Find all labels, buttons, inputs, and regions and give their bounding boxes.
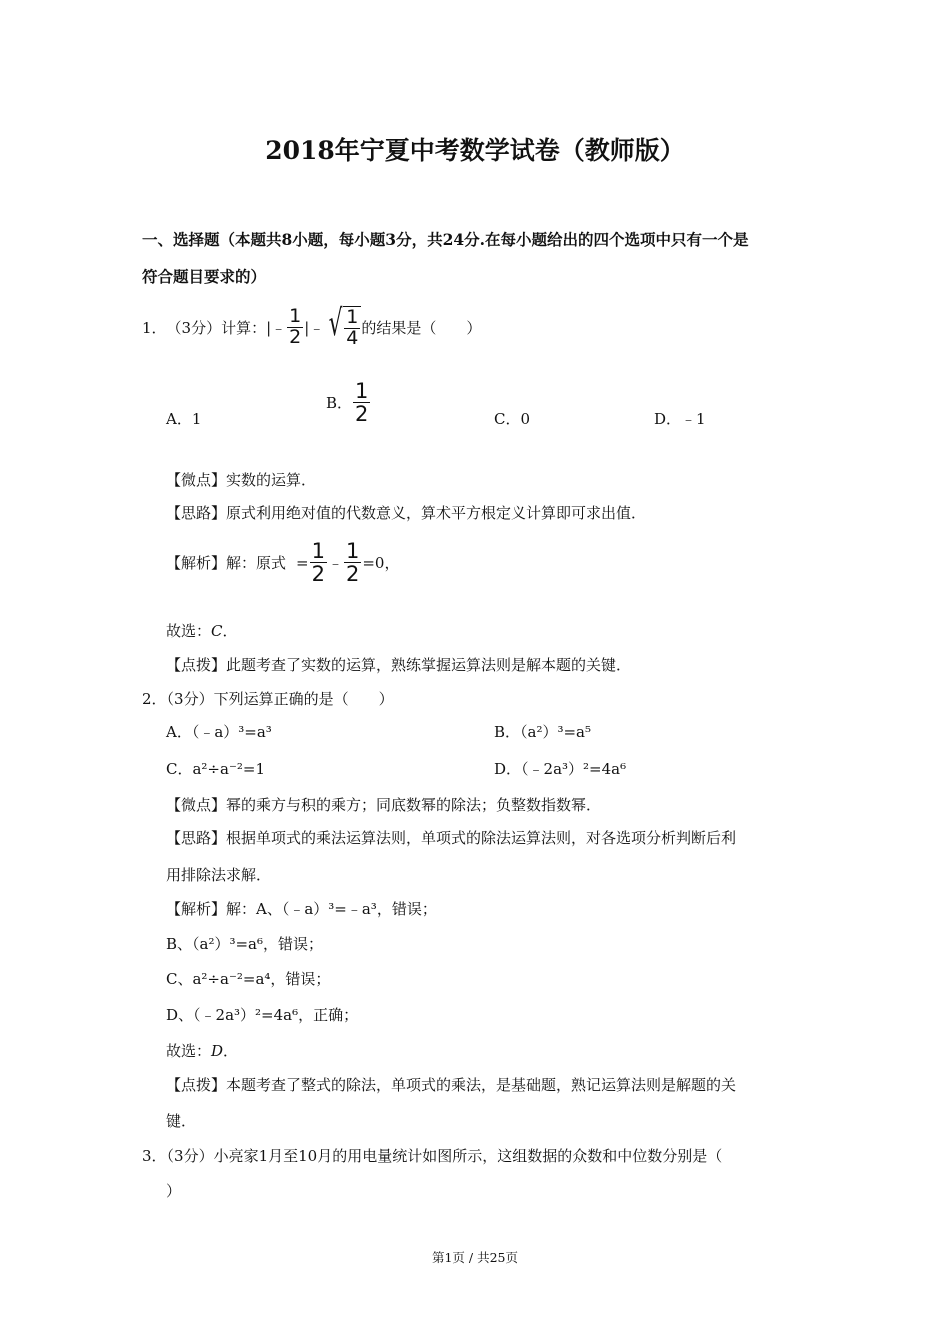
q1-option-b-label: B． (326, 394, 353, 413)
q1-analysis-den1: 2 (311, 562, 325, 587)
q2-answer (166, 1040, 238, 1061)
q2-stem (142, 688, 394, 709)
q1-analysis-den2: 2 (345, 562, 360, 587)
q2-option-b: B．（a²）³=a⁵ (494, 723, 592, 741)
q2-point: 【微点】幂的乘方与积的乘方；同底数幂的除法；负整数指数幂． (166, 796, 602, 814)
q2-comment-line2: 键． (166, 1112, 197, 1130)
q1-number: 1． (142, 318, 167, 337)
q1-tail: 的结果是（ ） (361, 318, 482, 337)
q2-option-d: D．（﹣2a³）²=4a⁶ (494, 760, 627, 778)
q1-answer-label: 故选： (166, 622, 212, 640)
q1-analysis-tail: =0， (362, 554, 400, 573)
q2-option-a: A．（﹣a）³=a³ (166, 723, 272, 741)
q1-option-b-den: 2 (355, 402, 369, 427)
q1-answer-end: ． (222, 622, 238, 640)
q3-stem-text: （3分）小亮家1月至10月的用电量统计如图所示，这组数据的众数和中位数分别是（ (166, 1147, 723, 1165)
q1-answer-value: C (211, 622, 223, 640)
q2-line-c: C、a²÷a⁻²=a⁴，错误； (166, 970, 331, 988)
q1-abs-open: |﹣ (266, 318, 287, 337)
q1-analysis-eq: = (296, 553, 309, 572)
q1-frac-den: 2 (289, 325, 302, 348)
q1-analysis-num2: 1 (345, 539, 360, 563)
q1-option-b (326, 380, 371, 425)
q1-analysis-num1: 1 (311, 539, 325, 563)
q1-idea: 【思路】原式利用绝对值的代数意义，算术平方根定义计算即可求出值． (166, 504, 647, 522)
section-heading-line2: 符合题目要求的） (142, 267, 267, 286)
q3-stem-line1 (142, 1145, 722, 1166)
q1-sqrt-radicand (343, 306, 361, 349)
q2-stem-text: （3分）下列运算正确的是（ ） (166, 690, 394, 708)
q2-answer-label: 故选： (166, 1042, 212, 1060)
document-title: 2018年宁夏中考数学试卷（教师版） (265, 136, 685, 165)
q2-number: 2． (142, 690, 167, 708)
q1-option-c: C．0 (494, 410, 531, 428)
q2-idea-line2: 用排除法求解． (166, 866, 272, 884)
q1-abs-close: |﹣ (304, 318, 325, 337)
q1-score: （3分）计算： (166, 318, 267, 337)
q1-comment: 【点拨】此题考查了实数的运算，熟练掌握运算法则是解本题的关键． (166, 656, 632, 674)
section-heading-line1: 一、选择题（本题共8小题，每小题3分，共24分.在每小题给出的四个选项中只有一个是 (142, 230, 749, 249)
q1-answer (166, 620, 238, 641)
page-footer: 第1页 / 共25页 (431, 1250, 519, 1265)
q2-idea-line1: 【思路】根据单项式的乘法运算法则，单项式的除法运算法则，对各选项分析判断后利 (166, 829, 737, 847)
q1-option-a: A．1 (166, 410, 202, 428)
q2-line-b: B、（a²）³=a⁶，错误； (166, 935, 324, 953)
q1-point: 【微点】实数的运算． (166, 471, 317, 489)
q1-option-b-num: 1 (355, 379, 369, 403)
q1-sqrt-den: 4 (346, 326, 359, 349)
q2-option-c: C．a²÷a⁻²=1 (166, 760, 265, 778)
q2-comment-line1: 【点拨】本题考查了整式的除法，单项式的乘法，是基础题，熟记运算法则是解题的关 (166, 1076, 737, 1094)
q3-number: 3． (142, 1147, 167, 1165)
q2-answer-value: D (211, 1042, 224, 1060)
q2-answer-end: ． (223, 1042, 239, 1060)
sqrt-sign-icon: √ (328, 303, 343, 344)
q1-stem (142, 303, 482, 349)
q1-analysis (166, 540, 399, 585)
q1-analysis-label: 【解析】解：原式 (166, 554, 287, 573)
q1-option-d: D．﹣1 (654, 410, 706, 428)
q2-analysis: 【解析】解：A、（﹣a）³=﹣a³，错误； (166, 900, 437, 918)
q1-sqrt (324, 303, 361, 349)
q2-line-d: D、（﹣2a³）²=4a⁶，正确； (166, 1006, 359, 1024)
q1-fraction (287, 307, 303, 348)
q1-sqrt-num: 1 (346, 306, 359, 328)
q1-frac-num: 1 (289, 305, 302, 327)
q1-analysis-minus: ﹣ (327, 554, 343, 573)
q3-stem-line2: ） (166, 1182, 182, 1200)
